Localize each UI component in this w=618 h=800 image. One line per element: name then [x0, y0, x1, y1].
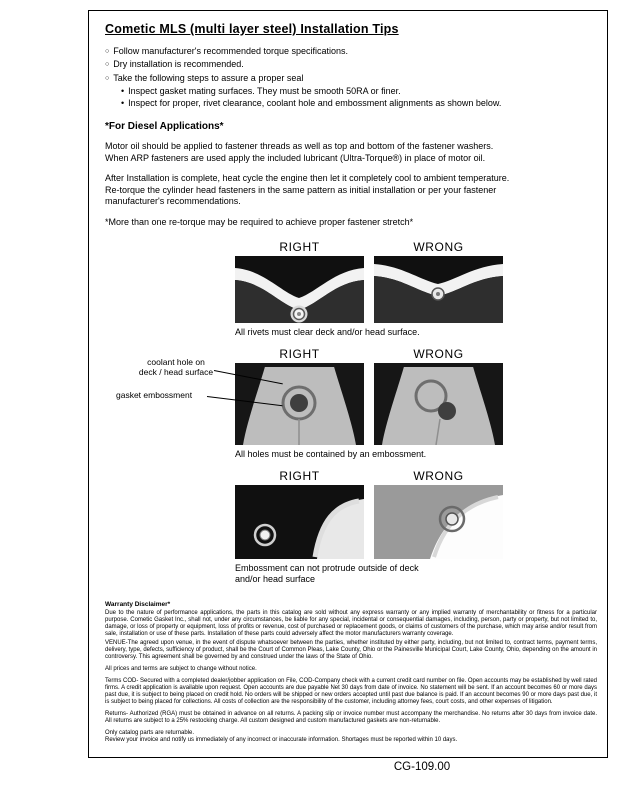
protrusion-wrong-image: [374, 485, 503, 559]
gasket-embossment-annotation: gasket embossment: [116, 389, 193, 400]
wrong-label: WRONG: [413, 468, 464, 483]
list-item: [105, 97, 597, 109]
rivet-clearance-wrong-image: [374, 256, 503, 323]
rivet-clearance-right-image: [235, 256, 364, 323]
protrusion-image-row: [235, 485, 503, 559]
list-item: [105, 58, 597, 71]
list-item: [105, 85, 597, 97]
page-title: Cometic MLS (multi layer steel) Installation Tips: [105, 22, 399, 36]
hole-containment-wrong-image: [374, 363, 503, 445]
tip-text: Inspect for proper, rivet clearance, coolant hole and embossment alignments as shown below.: [128, 98, 502, 109]
diesel-paragraph-1: Motor oil should be applied to fastener threads as well as top and bottom of the fastener washers. When ARP fasteners are used apply the included lubricant (Ultra-Torque®) in place of motor oil.: [105, 141, 494, 163]
page-content: [105, 22, 597, 744]
embossment-caption: All holes must be contained by an embossment.: [235, 448, 427, 459]
protrusion-caption: [235, 563, 503, 585]
legal-section: [105, 601, 597, 744]
legal-paragraph: VENUE-The agreed upon venue, in the event of dispute whatsoever between the parties, whether instituted by either party, including, but not limited to, contract terms, payment terms, delivery, type, defects, sufficiency of product, shall be the Court of Common Pleas, Lake County, Ohio or the Painesville Municipal Court, Lake County, Ohio, depending on the amount in controversy. This agreement shall be governed by and construed under the laws of the State of Ohio.: [105, 639, 597, 660]
dot-bullet-icon: •: [121, 85, 125, 96]
legal-paragraph: Terms COD- Secured with a completed dealer/jobber application on File, COD-Company check with a current credit card number on file. Open accounts may be established by well rated firms. A credit application is available upon request. Open accounts are due payable Net 30 days from date of invoice. No statement will be sent. If an account becomes 60 or more days past due, it is subject to being placed on credit hold. No orders will be shipped or new orders accepted until past due balance is paid. If an account becomes 90 or more days past due, it is subject to being placed for collections. All costs of collection are the responsibility of the customer, including attorney fees, court costs, and other expenses of litigation.: [105, 677, 597, 705]
protrusion-diagram-block: [235, 469, 503, 585]
diesel-applications-heading: *For Diesel Applications*: [105, 121, 224, 133]
rivet-caption: All rivets must clear deck and/or head surface.: [235, 326, 420, 337]
caption-line: and/or head surface: [235, 573, 316, 584]
page-border-frame: [88, 10, 608, 758]
right-label: RIGHT: [279, 346, 320, 361]
dot-bullet-icon: •: [121, 98, 125, 109]
legal-paragraph: Review your invoice and notify us immediately of any incorrect or inaccurate information. Shortages must be reported within 10 days.: [105, 736, 458, 743]
retorque-note: *More than one re-torque may be required to achieve proper fastener stretch*: [105, 216, 414, 227]
right-label: RIGHT: [279, 239, 320, 254]
hole-containment-right-image: [235, 363, 364, 445]
warranty-disclaimer-heading: Warranty Disclaimer*: [105, 600, 171, 608]
page-code: CG-109.00: [393, 761, 451, 773]
label-row: [235, 469, 503, 483]
protrusion-right-image: [235, 485, 364, 559]
tip-text: Follow manufacturer's recommended torque specifications.: [113, 46, 349, 56]
label-row: [235, 240, 503, 254]
embossment-containment-block: [116, 346, 503, 460]
open-circle-bullet-icon: ○: [105, 61, 110, 69]
legal-paragraph: Returns- Authorized (RGA) must be obtained in advance on all returns. A packing slip or invoice number must accompany the merchandise. No returns after 30 days from invoice date. All returns are subject to a 25% restocking charge. All custom designed and custom manufactured gaskets are non-returnable.: [105, 710, 597, 724]
legal-paragraph: Only catalog parts are returnable.: [105, 729, 195, 736]
tip-text: Take the following steps to assure a proper seal: [113, 72, 304, 83]
open-circle-bullet-icon: ○: [105, 74, 110, 82]
tip-text: Inspect gasket mating surfaces. They must be smooth 50RA or finer.: [128, 85, 401, 96]
rivet-image-row: [235, 256, 503, 323]
annotation-text: coolant hole on: [147, 356, 205, 367]
rivet-diagram-block: [235, 240, 503, 338]
list-item: [105, 72, 597, 85]
annotation-text: deck / head surface: [138, 366, 214, 377]
diesel-paragraph-2: After Installation is complete, heat cycle the engine then let it completely cool to ambient temperature. Re-torque the cylinder head fasteners in the same pattern as initial installation or per your fastener manufacturer's recommendations.: [105, 173, 510, 207]
caption-line: Embossment can not protrude outside of deck: [235, 562, 419, 573]
legal-paragraph: Due to the nature of performance applications, the parts in this catalog are sold without any express warranty or any implied warranty of merchantability or fitness for a particular purpose. Cometic Gasket Inc., shall not, under any circumstances, be liable for any special, incidental or consequential damages, including, person, party or property, but not limited to, damage, or loss of property or equipment, loss of profits or revenue, cost of purchased or replacement goods, or claims of customers of the purchase, which may arise and/or result from sale, installation or use of these parts. Installation of these parts could adversely affect the motor manufacturers warranty coverage.: [105, 609, 597, 637]
wrong-label: WRONG: [413, 346, 464, 361]
open-circle-bullet-icon: ○: [105, 48, 110, 55]
embossment-image-row: [116, 356, 503, 445]
label-row: [235, 347, 503, 361]
legal-paragraph: All prices and terms are subject to change without notice.: [105, 665, 257, 672]
wrong-label: WRONG: [413, 239, 464, 254]
right-label: RIGHT: [279, 468, 320, 483]
diagram-section: [116, 239, 503, 585]
tip-text: Dry installation is recommended.: [113, 59, 244, 70]
coolant-hole-annotation: [136, 357, 216, 377]
list-item: [105, 45, 597, 58]
